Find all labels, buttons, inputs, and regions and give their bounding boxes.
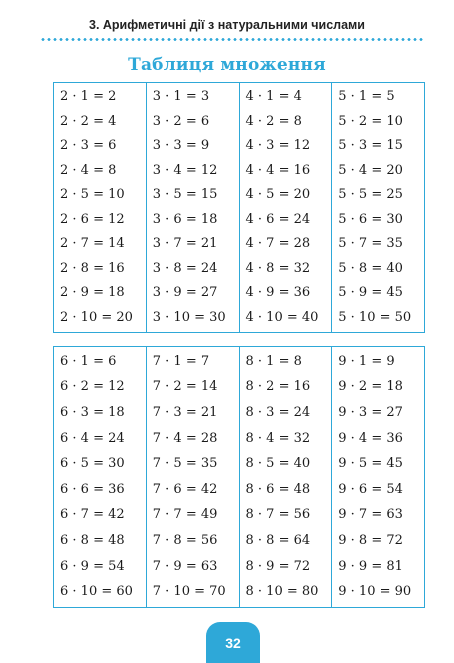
table-cell: 9 · 5 = 45 <box>338 456 403 472</box>
table-cell: 9 · 8 = 72 <box>338 532 403 548</box>
table-cell: 3 · 8 = 24 <box>152 260 218 276</box>
table-cell: 8 · 9 = 72 <box>245 558 311 574</box>
table-cell: 5 · 6 = 30 <box>338 211 403 227</box>
table-cell: 5 · 5 = 25 <box>338 187 403 203</box>
table-cell: 5 · 2 = 10 <box>338 113 403 129</box>
table-cell: 9 · 4 = 36 <box>338 430 403 446</box>
table-cell: 7 · 6 = 42 <box>152 481 218 497</box>
table-column <box>147 83 240 332</box>
table-cell: 6 · 3 = 18 <box>60 404 125 420</box>
table-column <box>240 83 333 332</box>
table-cell: 8 · 10 = 80 <box>245 584 319 600</box>
table-cell: 4 · 6 = 24 <box>245 211 311 227</box>
table-cell: 4 · 4 = 16 <box>245 162 311 178</box>
table-cell: 7 · 8 = 56 <box>152 532 218 548</box>
table-cell: 4 · 3 = 12 <box>245 138 311 154</box>
table-cell: 3 · 5 = 15 <box>152 187 218 203</box>
table-cell: 5 · 8 = 40 <box>338 260 403 276</box>
page-number: 32 <box>206 622 260 663</box>
table-cell: 6 · 6 = 36 <box>60 481 125 497</box>
table-cell: 8 · 8 = 64 <box>245 532 311 548</box>
table-cell: 8 · 2 = 16 <box>245 379 311 395</box>
table-cell: 5 · 4 = 20 <box>338 162 403 178</box>
table-cell: 3 · 7 = 21 <box>152 236 218 252</box>
table-cell: 3 · 10 = 30 <box>152 309 226 325</box>
table-cell: 2 · 7 = 14 <box>60 236 125 252</box>
table-cell: 2 · 5 = 10 <box>60 187 125 203</box>
table-column <box>54 347 147 607</box>
table-cell: 6 · 9 = 54 <box>60 558 125 574</box>
table-cell: 6 · 2 = 12 <box>60 379 125 395</box>
table-cell: 5 · 1 = 5 <box>338 89 395 105</box>
chapter-header: 3. Арифметичні дії з натуральними числами <box>89 18 365 32</box>
table-cell: 7 · 7 = 49 <box>152 507 218 523</box>
table-cell: 4 · 8 = 32 <box>245 260 311 276</box>
table-cell: 7 · 5 = 35 <box>152 456 218 472</box>
table-cell: 6 · 10 = 60 <box>60 584 133 600</box>
table-column <box>332 83 424 332</box>
table-cell: 4 · 10 = 40 <box>245 309 319 325</box>
table-cell: 8 · 4 = 32 <box>245 430 311 446</box>
table-cell: 3 · 2 = 6 <box>152 113 210 129</box>
table-cell: 7 · 9 = 63 <box>152 558 218 574</box>
dotted-divider <box>40 38 425 41</box>
table-cell: 4 · 7 = 28 <box>245 236 311 252</box>
table-cell: 2 · 6 = 12 <box>60 211 125 227</box>
table-cell: 9 · 3 = 27 <box>338 404 403 420</box>
table-cell: 4 · 1 = 4 <box>245 89 302 105</box>
table-cell: 2 · 3 = 6 <box>60 138 117 154</box>
table-cell: 9 · 2 = 18 <box>338 379 403 395</box>
table-column <box>332 347 424 607</box>
table-cell: 8 · 6 = 48 <box>245 481 311 497</box>
table-column <box>147 347 240 607</box>
multiplication-table-1 <box>53 82 425 333</box>
multiplication-table-2 <box>53 346 425 608</box>
table-cell: 6 · 8 = 48 <box>60 532 125 548</box>
table-cell: 9 · 1 = 9 <box>338 353 395 369</box>
table-cell: 6 · 7 = 42 <box>60 507 125 523</box>
table-cell: 7 · 1 = 7 <box>152 353 210 369</box>
table-cell: 8 · 1 = 8 <box>245 353 302 369</box>
table-cell: 9 · 10 = 90 <box>338 584 412 600</box>
table-cell: 5 · 10 = 50 <box>338 309 412 325</box>
table-cell: 2 · 4 = 8 <box>60 162 117 178</box>
table-cell: 4 · 2 = 8 <box>245 113 302 129</box>
table-cell: 2 · 1 = 2 <box>60 89 117 105</box>
table-cell: 2 · 8 = 16 <box>60 260 125 276</box>
page-title: Таблиця множення <box>128 55 326 75</box>
table-cell: 6 · 4 = 24 <box>60 430 125 446</box>
table-cell: 7 · 4 = 28 <box>152 430 218 446</box>
table-cell: 6 · 5 = 30 <box>60 456 125 472</box>
table-column <box>240 347 333 607</box>
table-cell: 9 · 6 = 54 <box>338 481 403 497</box>
table-cell: 4 · 9 = 36 <box>245 285 311 301</box>
table-column <box>54 83 147 332</box>
table-cell: 7 · 2 = 14 <box>152 379 218 395</box>
table-cell: 2 · 9 = 18 <box>60 285 125 301</box>
table-cell: 9 · 9 = 81 <box>338 558 403 574</box>
table-cell: 3 · 6 = 18 <box>152 211 218 227</box>
table-cell: 3 · 3 = 9 <box>152 138 210 154</box>
table-cell: 5 · 3 = 15 <box>338 138 403 154</box>
table-cell: 4 · 5 = 20 <box>245 187 311 203</box>
table-cell: 8 · 7 = 56 <box>245 507 311 523</box>
table-cell: 5 · 9 = 45 <box>338 285 403 301</box>
table-cell: 3 · 1 = 3 <box>152 89 210 105</box>
table-cell: 2 · 2 = 4 <box>60 113 117 129</box>
table-cell: 3 · 9 = 27 <box>152 285 218 301</box>
table-cell: 8 · 5 = 40 <box>245 456 311 472</box>
table-cell: 8 · 3 = 24 <box>245 404 311 420</box>
table-cell: 3 · 4 = 12 <box>152 162 218 178</box>
table-cell: 7 · 3 = 21 <box>152 404 218 420</box>
table-cell: 2 · 10 = 20 <box>60 309 133 325</box>
table-cell: 6 · 1 = 6 <box>60 353 117 369</box>
table-cell: 9 · 7 = 63 <box>338 507 403 523</box>
table-cell: 5 · 7 = 35 <box>338 236 403 252</box>
table-cell: 7 · 10 = 70 <box>152 584 226 600</box>
